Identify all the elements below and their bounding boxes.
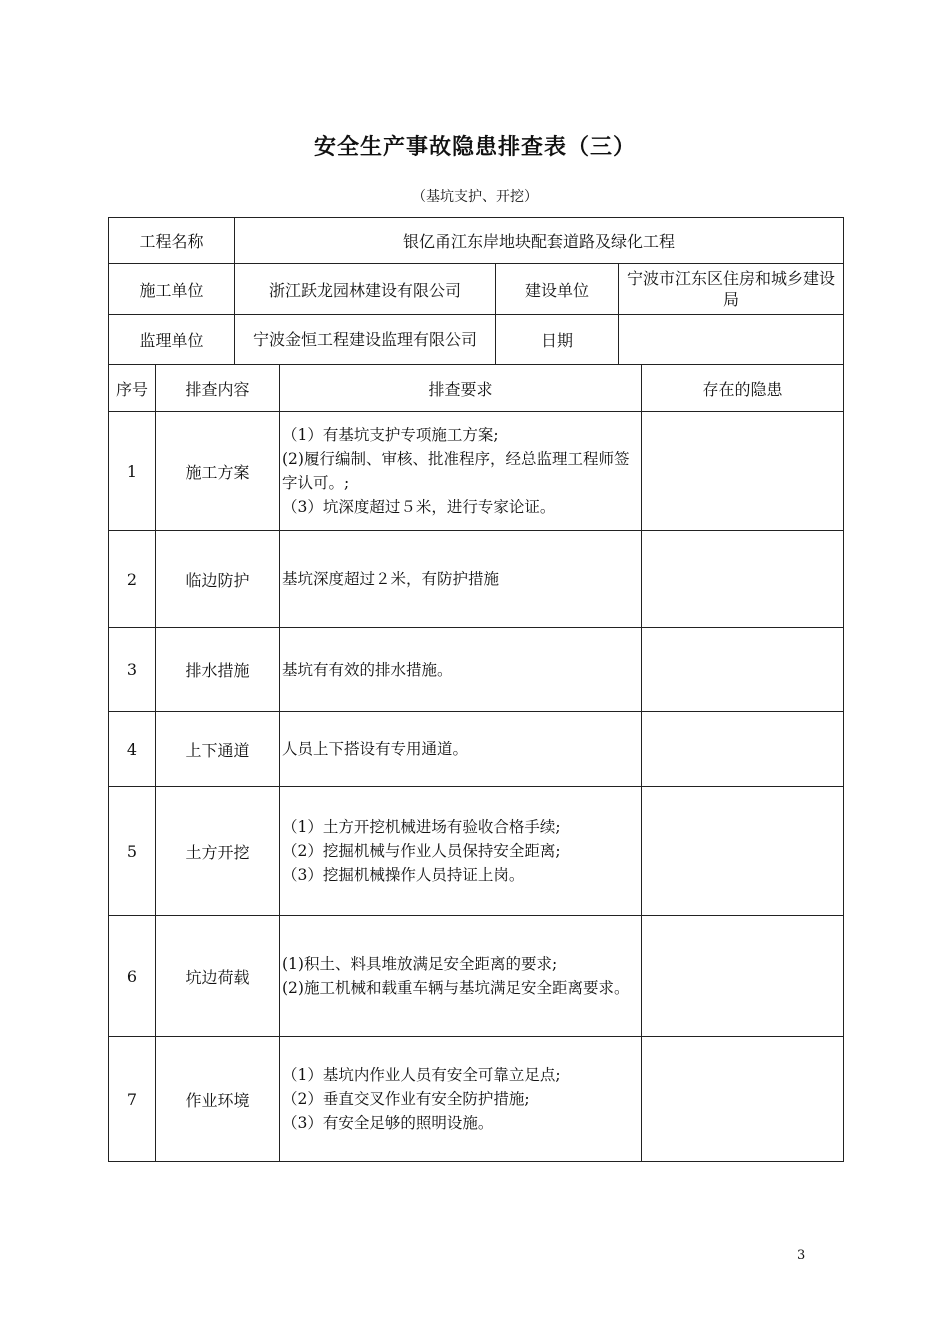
requirement-line: （1）有基坑支护专项施工方案; <box>282 426 499 444</box>
row-content: 排水措施 <box>156 628 280 712</box>
header-row <box>109 365 844 412</box>
row-requirement <box>280 712 642 787</box>
owner-value: 宁波市江东区住房和城乡建设局 <box>619 264 844 315</box>
table-row <box>109 787 844 916</box>
row-no: 3 <box>109 628 156 712</box>
header-content: 排查内容 <box>156 365 280 412</box>
requirement-line: (2)履行编制、审核、批准程序，经总监理工程师签字认可。; <box>282 450 630 492</box>
row-content: 临边防护 <box>156 531 280 628</box>
row-requirement <box>280 916 642 1037</box>
supervisor-label: 监理单位 <box>109 315 235 365</box>
row-content: 土方开挖 <box>156 787 280 916</box>
row-no: 7 <box>109 1037 156 1162</box>
contractor-label: 施工单位 <box>109 264 235 315</box>
project-name-value: 银亿甬江东岸地块配套道路及绿化工程 <box>235 218 844 264</box>
table-row <box>109 1037 844 1162</box>
row-hazard <box>642 916 844 1037</box>
date-value <box>619 315 844 365</box>
row-content: 坑边荷载 <box>156 916 280 1037</box>
project-name-label: 工程名称 <box>109 218 235 264</box>
table-row <box>109 628 844 712</box>
page-title: 安全生产事故隐患排查表（三） <box>313 135 636 160</box>
owner-label: 建设单位 <box>496 264 619 315</box>
row-no: 1 <box>109 412 156 531</box>
requirement-line: （3）坑深度超过５米，进行专家论证。 <box>282 498 556 516</box>
table-row <box>109 412 844 531</box>
page-subtitle: （基坑支护、开挖） <box>412 189 538 205</box>
requirement-line: （2）挖掘机械与作业人员保持安全距离; <box>282 842 561 860</box>
page-number: 3 <box>797 1248 806 1263</box>
row-requirement <box>280 1037 642 1162</box>
row-content: 施工方案 <box>156 412 280 531</box>
row-hazard <box>642 531 844 628</box>
row-hazard <box>642 787 844 916</box>
project-info-table <box>108 217 844 365</box>
row-content: 作业环境 <box>156 1037 280 1162</box>
date-label: 日期 <box>496 315 619 365</box>
header-requirement: 排查要求 <box>280 365 642 412</box>
requirement-line: （1）基坑内作业人员有安全可靠立足点; <box>282 1066 561 1084</box>
table-row <box>109 712 844 787</box>
requirement-line: 人员上下搭设有专用通道。 <box>282 740 469 758</box>
requirement-line: （1）土方开挖机械进场有验收合格手续; <box>282 818 561 836</box>
requirement-line: （3）挖掘机械操作人员持证上岗。 <box>282 866 525 884</box>
row-no: 4 <box>109 712 156 787</box>
requirement-line: (2)施工机械和载重车辆与基坑满足安全距离要求。 <box>282 979 630 997</box>
row-no: 5 <box>109 787 156 916</box>
requirement-line: （3）有安全足够的照明设施。 <box>282 1114 494 1132</box>
row-requirement <box>280 412 642 531</box>
row-hazard <box>642 712 844 787</box>
header-no: 序号 <box>109 365 156 412</box>
supervisor-value: 宁波金恒工程建设监理有限公司 <box>235 315 496 365</box>
row-content: 上下通道 <box>156 712 280 787</box>
row-requirement <box>280 628 642 712</box>
contractor-value: 浙江跃龙园林建设有限公司 <box>235 264 496 315</box>
row-hazard <box>642 628 844 712</box>
inspection-table <box>108 364 844 1162</box>
row-requirement <box>280 787 642 916</box>
table-row <box>109 531 844 628</box>
requirement-line: （2）垂直交叉作业有安全防护措施; <box>282 1090 530 1108</box>
row-hazard <box>642 412 844 531</box>
header-hazard: 存在的隐患 <box>642 365 844 412</box>
row-no: 2 <box>109 531 156 628</box>
table-row <box>109 916 844 1037</box>
requirement-line: 基坑深度超过２米，有防护措施 <box>282 570 500 588</box>
requirement-line: 基坑有有效的排水措施。 <box>282 660 453 679</box>
row-no: 6 <box>109 916 156 1037</box>
row-hazard <box>642 1037 844 1162</box>
requirement-line: (1)积土、料具堆放满足安全距离的要求; <box>282 955 558 973</box>
row-requirement <box>280 531 642 628</box>
